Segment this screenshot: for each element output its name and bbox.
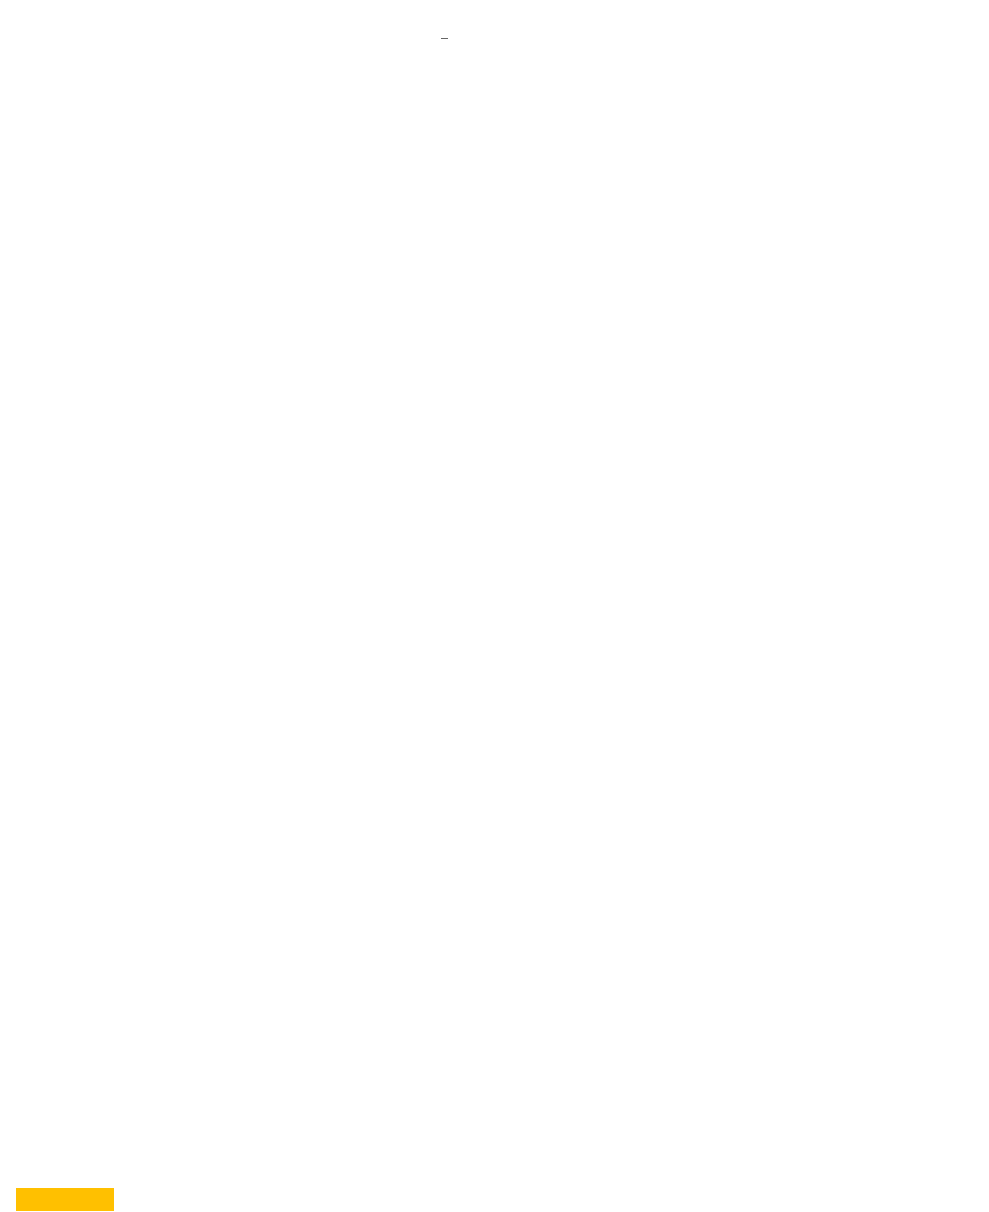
sold-legend — [16, 1188, 114, 1211]
top-dash-mark — [441, 38, 448, 39]
